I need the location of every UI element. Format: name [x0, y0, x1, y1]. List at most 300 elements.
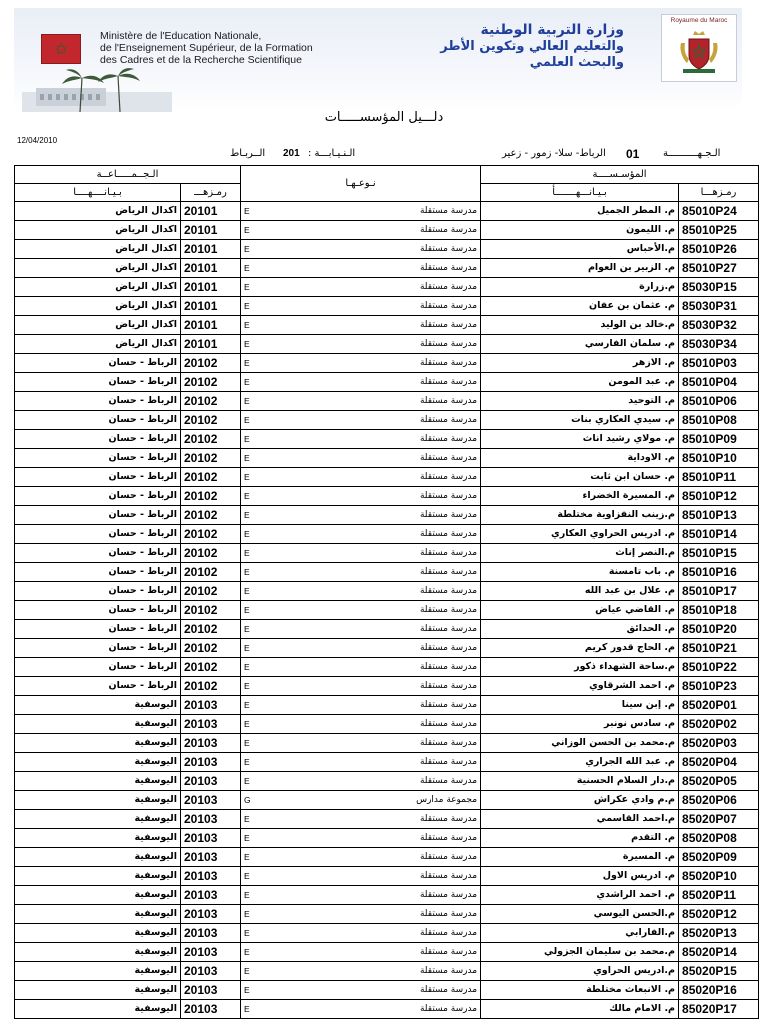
- region-code: 01: [626, 147, 640, 161]
- commune-code-cell: 20102: [181, 525, 241, 544]
- institution-code-cell: 85030P32: [679, 316, 759, 335]
- type-cell: مدرسة مستقلة: [263, 962, 481, 981]
- type-code-cell: E: [241, 525, 263, 544]
- institution-code-cell: 85010P22: [679, 658, 759, 677]
- institution-code-cell: 85030P31: [679, 297, 759, 316]
- region-name: الرباط- سلا- زمور - زعير: [502, 148, 606, 159]
- commune-code-cell: 20102: [181, 601, 241, 620]
- type-code-cell: E: [241, 601, 263, 620]
- ministry-name-ar-line2: والتعليم العالي وتكوين الأطر: [440, 39, 624, 54]
- commune-name-cell: اليوسفية: [15, 829, 181, 848]
- institution-code-cell: 85010P25: [679, 221, 759, 240]
- table-row: [15, 221, 759, 240]
- coat-of-arms-icon: [675, 29, 723, 77]
- type-code-cell: E: [241, 753, 263, 772]
- type-code-cell: E: [241, 240, 263, 259]
- institution-code-cell: 85020P15: [679, 962, 759, 981]
- commune-code-cell: 20102: [181, 430, 241, 449]
- type-code-cell: E: [241, 202, 263, 221]
- kingdom-label: Royaume du Maroc: [670, 17, 728, 24]
- type-code-cell: E: [241, 563, 263, 582]
- table-row: [15, 829, 759, 848]
- institution-name-cell: م. حسان ابن ثابت: [481, 468, 679, 487]
- type-cell: مدرسة مستقلة: [263, 221, 481, 240]
- table-row: [15, 734, 759, 753]
- institution-code-cell: 85010P15: [679, 544, 759, 563]
- commune-code-cell: 20102: [181, 639, 241, 658]
- institution-name-cell: م.محمد بن سليمان الجزولي: [481, 943, 679, 962]
- province-name: الــربـاط: [230, 148, 266, 159]
- institution-code-cell: 85010P27: [679, 259, 759, 278]
- commune-code-cell: 20103: [181, 943, 241, 962]
- table-row: [15, 753, 759, 772]
- institution-code-cell: 85020P05: [679, 772, 759, 791]
- institution-name-cell: م. علال بن عبد الله: [481, 582, 679, 601]
- institution-code-cell: 85010P03: [679, 354, 759, 373]
- institution-code-cell: 85010P08: [679, 411, 759, 430]
- institution-code-cell: 85010P10: [679, 449, 759, 468]
- table-row: [15, 487, 759, 506]
- province-code: 201: [283, 148, 300, 159]
- commune-code-cell: 20102: [181, 506, 241, 525]
- table-row: [15, 563, 759, 582]
- type-cell: مدرسة مستقلة: [263, 981, 481, 1000]
- table-row: [15, 848, 759, 867]
- institution-name-cell: م. عبد المومن: [481, 373, 679, 392]
- type-cell: مدرسة مستقلة: [263, 867, 481, 886]
- table-row: [15, 430, 759, 449]
- commune-name-cell: اليوسفية: [15, 943, 181, 962]
- type-code-cell: E: [241, 848, 263, 867]
- type-cell: مدرسة مستقلة: [263, 886, 481, 905]
- type-cell: مدرسة مستقلة: [263, 354, 481, 373]
- type-code-cell: E: [241, 772, 263, 791]
- type-cell: مدرسة مستقلة: [263, 582, 481, 601]
- type-code-cell: E: [241, 582, 263, 601]
- commune-code-cell: 20102: [181, 620, 241, 639]
- commune-name-cell: اكدال الرياض: [15, 335, 181, 354]
- institution-code-cell: 85010P04: [679, 373, 759, 392]
- table-row: [15, 278, 759, 297]
- institution-code-cell: 85020P17: [679, 1000, 759, 1019]
- commune-code-cell: 20102: [181, 373, 241, 392]
- region-label: الـجـهــــــــــة: [663, 148, 721, 159]
- commune-name-cell: الرباط - حسان: [15, 677, 181, 696]
- commune-code-cell: 20102: [181, 544, 241, 563]
- commune-name-cell: اليوسفية: [15, 791, 181, 810]
- table-row: [15, 582, 759, 601]
- commune-name-cell: اليوسفية: [15, 696, 181, 715]
- table-row: [15, 867, 759, 886]
- commune-code-cell: 20101: [181, 221, 241, 240]
- type-code-cell: E: [241, 886, 263, 905]
- commune-code-cell: 20103: [181, 829, 241, 848]
- type-code-cell: E: [241, 981, 263, 1000]
- institution-name-cell: م.الفارابي: [481, 924, 679, 943]
- type-code-cell: E: [241, 696, 263, 715]
- institution-name-cell: م. الازهر: [481, 354, 679, 373]
- table-row: [15, 601, 759, 620]
- ministry-name-ar-line3: والبحث العلمي: [529, 55, 624, 70]
- institution-code-cell: 85010P21: [679, 639, 759, 658]
- institution-name-cell: م. القاضي عياض: [481, 601, 679, 620]
- table-row: [15, 411, 759, 430]
- type-code-cell: E: [241, 487, 263, 506]
- commune-name-header: بـيـانــــهــــا: [15, 184, 181, 202]
- type-cell: مدرسة مستقلة: [263, 772, 481, 791]
- commune-name-cell: اكدال الرياض: [15, 278, 181, 297]
- type-code-cell: E: [241, 715, 263, 734]
- commune-name-cell: اليوسفية: [15, 848, 181, 867]
- institution-name-cell: م.خالد بن الوليد: [481, 316, 679, 335]
- institution-code-cell: 85020P06: [679, 791, 759, 810]
- table-row: [15, 677, 759, 696]
- institution-name-cell: م.ساحة الشهداء ذكور: [481, 658, 679, 677]
- type-code-cell: E: [241, 316, 263, 335]
- type-code-cell: E: [241, 544, 263, 563]
- institution-code-cell: 85010P06: [679, 392, 759, 411]
- type-cell: مدرسة مستقلة: [263, 639, 481, 658]
- commune-group-header: الـجــمـــــاعــة: [15, 166, 241, 184]
- commune-name-cell: اليوسفية: [15, 1000, 181, 1019]
- commune-name-cell: اليوسفية: [15, 962, 181, 981]
- commune-code-cell: 20101: [181, 297, 241, 316]
- commune-code-cell: 20101: [181, 240, 241, 259]
- institution-code-cell: 85020P07: [679, 810, 759, 829]
- table-row: [15, 316, 759, 335]
- institution-name-cell: م.الحسن اليوسي: [481, 905, 679, 924]
- institution-name-cell: م. ادريس الاول: [481, 867, 679, 886]
- institution-code-cell: 85010P16: [679, 563, 759, 582]
- type-cell: مدرسة مستقلة: [263, 620, 481, 639]
- commune-code-cell: 20103: [181, 867, 241, 886]
- type-code-cell: E: [241, 658, 263, 677]
- commune-code-cell: 20101: [181, 335, 241, 354]
- commune-name-cell: اليوسفية: [15, 867, 181, 886]
- institution-code-cell: 85020P13: [679, 924, 759, 943]
- institution-name-cell: م. التوحيد: [481, 392, 679, 411]
- commune-code-cell: 20103: [181, 924, 241, 943]
- type-code-cell: E: [241, 392, 263, 411]
- type-cell: مدرسة مستقلة: [263, 449, 481, 468]
- table-row: [15, 962, 759, 981]
- type-cell: مدرسة مستقلة: [263, 259, 481, 278]
- table-row: [15, 943, 759, 962]
- institution-name-cell: م. سلمان الفارسي: [481, 335, 679, 354]
- institution-name-cell: م. مولاي رشيد اناث: [481, 430, 679, 449]
- institution-code-header: رمـزهـــا: [679, 184, 759, 202]
- type-code-cell: E: [241, 962, 263, 981]
- type-header: نـوعـهـا: [241, 166, 481, 202]
- institution-code-cell: 85010P14: [679, 525, 759, 544]
- commune-name-cell: الرباط - حسان: [15, 392, 181, 411]
- commune-code-cell: 20102: [181, 582, 241, 601]
- institution-code-cell: 85020P16: [679, 981, 759, 1000]
- institution-code-cell: 85010P17: [679, 582, 759, 601]
- type-cell: مدرسة مستقلة: [263, 487, 481, 506]
- institution-code-cell: 85010P09: [679, 430, 759, 449]
- commune-name-cell: الرباط - حسان: [15, 563, 181, 582]
- type-cell: مدرسة مستقلة: [263, 297, 481, 316]
- type-code-cell: E: [241, 829, 263, 848]
- type-code-cell: E: [241, 810, 263, 829]
- type-cell: مدرسة مستقلة: [263, 810, 481, 829]
- institution-code-cell: 85030P15: [679, 278, 759, 297]
- institution-code-cell: 85020P01: [679, 696, 759, 715]
- document-title: دلـــيل المؤسســـــات: [324, 110, 444, 125]
- type-code-cell: E: [241, 639, 263, 658]
- commune-name-cell: اليوسفية: [15, 734, 181, 753]
- type-code-cell: E: [241, 943, 263, 962]
- type-code-cell: E: [241, 373, 263, 392]
- institution-code-cell: 85010P23: [679, 677, 759, 696]
- institution-name-cell: م. ادريس الحراوي العكاري: [481, 525, 679, 544]
- type-cell: مدرسة مستقلة: [263, 696, 481, 715]
- commune-name-cell: اكدال الرياض: [15, 259, 181, 278]
- type-cell: مدرسة مستقلة: [263, 658, 481, 677]
- institution-code-cell: 85030P34: [679, 335, 759, 354]
- commune-name-cell: اكدال الرياض: [15, 297, 181, 316]
- commune-name-cell: الرباط - حسان: [15, 487, 181, 506]
- commune-code-cell: 20102: [181, 563, 241, 582]
- commune-name-cell: الرباط - حسان: [15, 639, 181, 658]
- commune-code-cell: 20102: [181, 449, 241, 468]
- commune-name-cell: الرباط - حسان: [15, 430, 181, 449]
- commune-code-cell: 20103: [181, 696, 241, 715]
- type-cell: مدرسة مستقلة: [263, 544, 481, 563]
- institution-name-cell: م.دار السلام الحسنية: [481, 772, 679, 791]
- commune-name-cell: اليوسفية: [15, 753, 181, 772]
- table-row: [15, 886, 759, 905]
- commune-code-cell: 20101: [181, 202, 241, 221]
- table-row: [15, 240, 759, 259]
- commune-code-cell: 20102: [181, 487, 241, 506]
- type-code-cell: E: [241, 278, 263, 297]
- type-code-cell: E: [241, 924, 263, 943]
- commune-name-cell: اكدال الرياض: [15, 221, 181, 240]
- institution-code-cell: 85020P04: [679, 753, 759, 772]
- type-code-cell: E: [241, 354, 263, 373]
- institution-name-cell: م.الأحباس: [481, 240, 679, 259]
- type-cell: مدرسة مستقلة: [263, 753, 481, 772]
- table-row: [15, 259, 759, 278]
- commune-name-cell: اليوسفية: [15, 886, 181, 905]
- institution-name-cell: م. عبد الله الجراري: [481, 753, 679, 772]
- type-code-cell: E: [241, 677, 263, 696]
- type-code-cell: G: [241, 791, 263, 810]
- table-row: [15, 335, 759, 354]
- institution-name-cell: م. باب تامسنة: [481, 563, 679, 582]
- institution-name-cell: م. سادس نونبر: [481, 715, 679, 734]
- table-row: [15, 468, 759, 487]
- institution-name-header: بـيـانـــهـــــــأ: [481, 184, 679, 202]
- ministry-name-ar-line1: وزارة التربية الوطنية: [480, 22, 624, 38]
- commune-code-cell: 20102: [181, 354, 241, 373]
- ministry-name-fr-line3: des Cadres et de la Recherche Scientifique: [100, 54, 302, 66]
- type-cell: مدرسة مستقلة: [263, 373, 481, 392]
- type-code-cell: E: [241, 335, 263, 354]
- type-code-cell: E: [241, 1000, 263, 1019]
- commune-name-cell: اكدال الرياض: [15, 202, 181, 221]
- table-row: [15, 620, 759, 639]
- commune-code-cell: 20103: [181, 905, 241, 924]
- institutions-table: [14, 165, 759, 1019]
- table-row: [15, 696, 759, 715]
- table-row: [15, 981, 759, 1000]
- institution-name-cell: م. الحدائق: [481, 620, 679, 639]
- type-cell: مدرسة مستقلة: [263, 392, 481, 411]
- institution-code-cell: 85020P12: [679, 905, 759, 924]
- institution-code-cell: 85010P12: [679, 487, 759, 506]
- institution-code-cell: 85020P02: [679, 715, 759, 734]
- type-code-cell: E: [241, 430, 263, 449]
- table-row: [15, 392, 759, 411]
- type-cell: مدرسة مستقلة: [263, 677, 481, 696]
- institution-name-cell: م.النصر إناث: [481, 544, 679, 563]
- commune-code-cell: 20102: [181, 392, 241, 411]
- type-cell: مجموعة مدارس: [263, 791, 481, 810]
- type-code-cell: E: [241, 905, 263, 924]
- type-cell: مدرسة مستقلة: [263, 715, 481, 734]
- type-code-cell: E: [241, 259, 263, 278]
- type-cell: مدرسة مستقلة: [263, 202, 481, 221]
- type-cell: مدرسة مستقلة: [263, 525, 481, 544]
- institution-code-cell: 85010P20: [679, 620, 759, 639]
- type-cell: مدرسة مستقلة: [263, 943, 481, 962]
- commune-name-cell: الرباط - حسان: [15, 449, 181, 468]
- commune-code-cell: 20103: [181, 791, 241, 810]
- institution-name-cell: م. الليمون: [481, 221, 679, 240]
- commune-code-cell: 20103: [181, 962, 241, 981]
- institution-group-header: المؤسـســــة: [481, 166, 759, 184]
- institution-code-cell: 85010P18: [679, 601, 759, 620]
- type-code-cell: E: [241, 297, 263, 316]
- ministry-name-fr-line2: de l'Enseignement Supérieur, de la Formation: [100, 42, 313, 54]
- type-cell: مدرسة مستقلة: [263, 848, 481, 867]
- type-code-cell: E: [241, 468, 263, 487]
- table-row: [15, 924, 759, 943]
- type-cell: مدرسة مستقلة: [263, 506, 481, 525]
- institution-name-cell: م. الانبعاث مختلطة: [481, 981, 679, 1000]
- institution-name-cell: م.احمد القاسمي: [481, 810, 679, 829]
- commune-code-cell: 20101: [181, 259, 241, 278]
- table-row: [15, 354, 759, 373]
- commune-code-cell: 20102: [181, 677, 241, 696]
- table-row: [15, 449, 759, 468]
- table-row: [15, 658, 759, 677]
- commune-code-cell: 20103: [181, 848, 241, 867]
- type-code-cell: E: [241, 449, 263, 468]
- commune-name-cell: اليوسفية: [15, 772, 181, 791]
- type-code-cell: E: [241, 506, 263, 525]
- institution-name-cell: م. التقدم: [481, 829, 679, 848]
- commune-name-cell: الرباط - حسان: [15, 544, 181, 563]
- institution-name-cell: م.م وادي عكراش: [481, 791, 679, 810]
- type-code-cell: E: [241, 734, 263, 753]
- table-row: [15, 1000, 759, 1019]
- type-cell: مدرسة مستقلة: [263, 430, 481, 449]
- type-cell: مدرسة مستقلة: [263, 278, 481, 297]
- institution-code-cell: 85010P26: [679, 240, 759, 259]
- commune-name-cell: اكدال الرياض: [15, 316, 181, 335]
- table-row: [15, 810, 759, 829]
- commune-name-cell: الرباط - حسان: [15, 373, 181, 392]
- table-row: [15, 905, 759, 924]
- commune-code-cell: 20103: [181, 886, 241, 905]
- type-cell: مدرسة مستقلة: [263, 601, 481, 620]
- print-date: 12/04/2010: [17, 136, 58, 145]
- commune-code-cell: 20103: [181, 1000, 241, 1019]
- table-row: [15, 506, 759, 525]
- type-cell: مدرسة مستقلة: [263, 316, 481, 335]
- institution-name-cell: م. الامام مالك: [481, 1000, 679, 1019]
- type-code-cell: E: [241, 221, 263, 240]
- commune-name-cell: الرباط - حسان: [15, 506, 181, 525]
- royal-crest-box: [661, 14, 737, 82]
- institutions-table-body: [15, 202, 759, 1019]
- commune-code-cell: 20103: [181, 753, 241, 772]
- commune-name-cell: اليوسفية: [15, 715, 181, 734]
- commune-name-cell: الرباط - حسان: [15, 411, 181, 430]
- commune-name-cell: الرباط - حسان: [15, 525, 181, 544]
- institution-name-cell: م.زينب النفزاوية مختلطة: [481, 506, 679, 525]
- institution-name-cell: م. المطر الجميل: [481, 202, 679, 221]
- institution-code-cell: 85010P13: [679, 506, 759, 525]
- commune-code-cell: 20103: [181, 772, 241, 791]
- institution-name-cell: م. احمد الشرقاوي: [481, 677, 679, 696]
- institution-code-cell: 85020P11: [679, 886, 759, 905]
- type-cell: مدرسة مستقلة: [263, 905, 481, 924]
- type-cell: مدرسة مستقلة: [263, 1000, 481, 1019]
- table-row: [15, 373, 759, 392]
- institution-name-cell: م.محمد بن الحسن الوزاني: [481, 734, 679, 753]
- institution-name-cell: م. احمد الراشدي: [481, 886, 679, 905]
- type-cell: مدرسة مستقلة: [263, 924, 481, 943]
- commune-name-cell: اليوسفية: [15, 810, 181, 829]
- type-cell: مدرسة مستقلة: [263, 829, 481, 848]
- institution-name-cell: م. سيدي العكاري بنات: [481, 411, 679, 430]
- commune-code-cell: 20103: [181, 981, 241, 1000]
- institution-code-cell: 85020P10: [679, 867, 759, 886]
- table-row: [15, 715, 759, 734]
- province-label: الـنـيـابـــة :: [308, 148, 356, 159]
- commune-code-cell: 20102: [181, 468, 241, 487]
- institution-code-cell: 85020P03: [679, 734, 759, 753]
- institution-name-cell: م. عثمان بن عفان: [481, 297, 679, 316]
- institution-name-cell: م. إبن سينا: [481, 696, 679, 715]
- commune-name-cell: الرباط - حسان: [15, 582, 181, 601]
- commune-name-cell: اليوسفية: [15, 981, 181, 1000]
- table-header-row-1: [15, 166, 759, 184]
- type-code-cell: E: [241, 620, 263, 639]
- commune-code-cell: 20103: [181, 734, 241, 753]
- type-cell: مدرسة مستقلة: [263, 468, 481, 487]
- institution-name-cell: م.زرارة: [481, 278, 679, 297]
- table-row: [15, 297, 759, 316]
- table-row: [15, 639, 759, 658]
- type-cell: مدرسة مستقلة: [263, 335, 481, 354]
- institution-code-cell: 85010P24: [679, 202, 759, 221]
- commune-code-cell: 20101: [181, 278, 241, 297]
- table-row: [15, 525, 759, 544]
- type-cell: مدرسة مستقلة: [263, 734, 481, 753]
- institution-code-cell: 85020P09: [679, 848, 759, 867]
- ministry-name-fr-line1: Ministère de l'Education Nationale,: [100, 30, 262, 42]
- type-cell: مدرسة مستقلة: [263, 563, 481, 582]
- institution-code-cell: 85010P11: [679, 468, 759, 487]
- type-code-cell: E: [241, 867, 263, 886]
- commune-name-cell: الرباط - حسان: [15, 620, 181, 639]
